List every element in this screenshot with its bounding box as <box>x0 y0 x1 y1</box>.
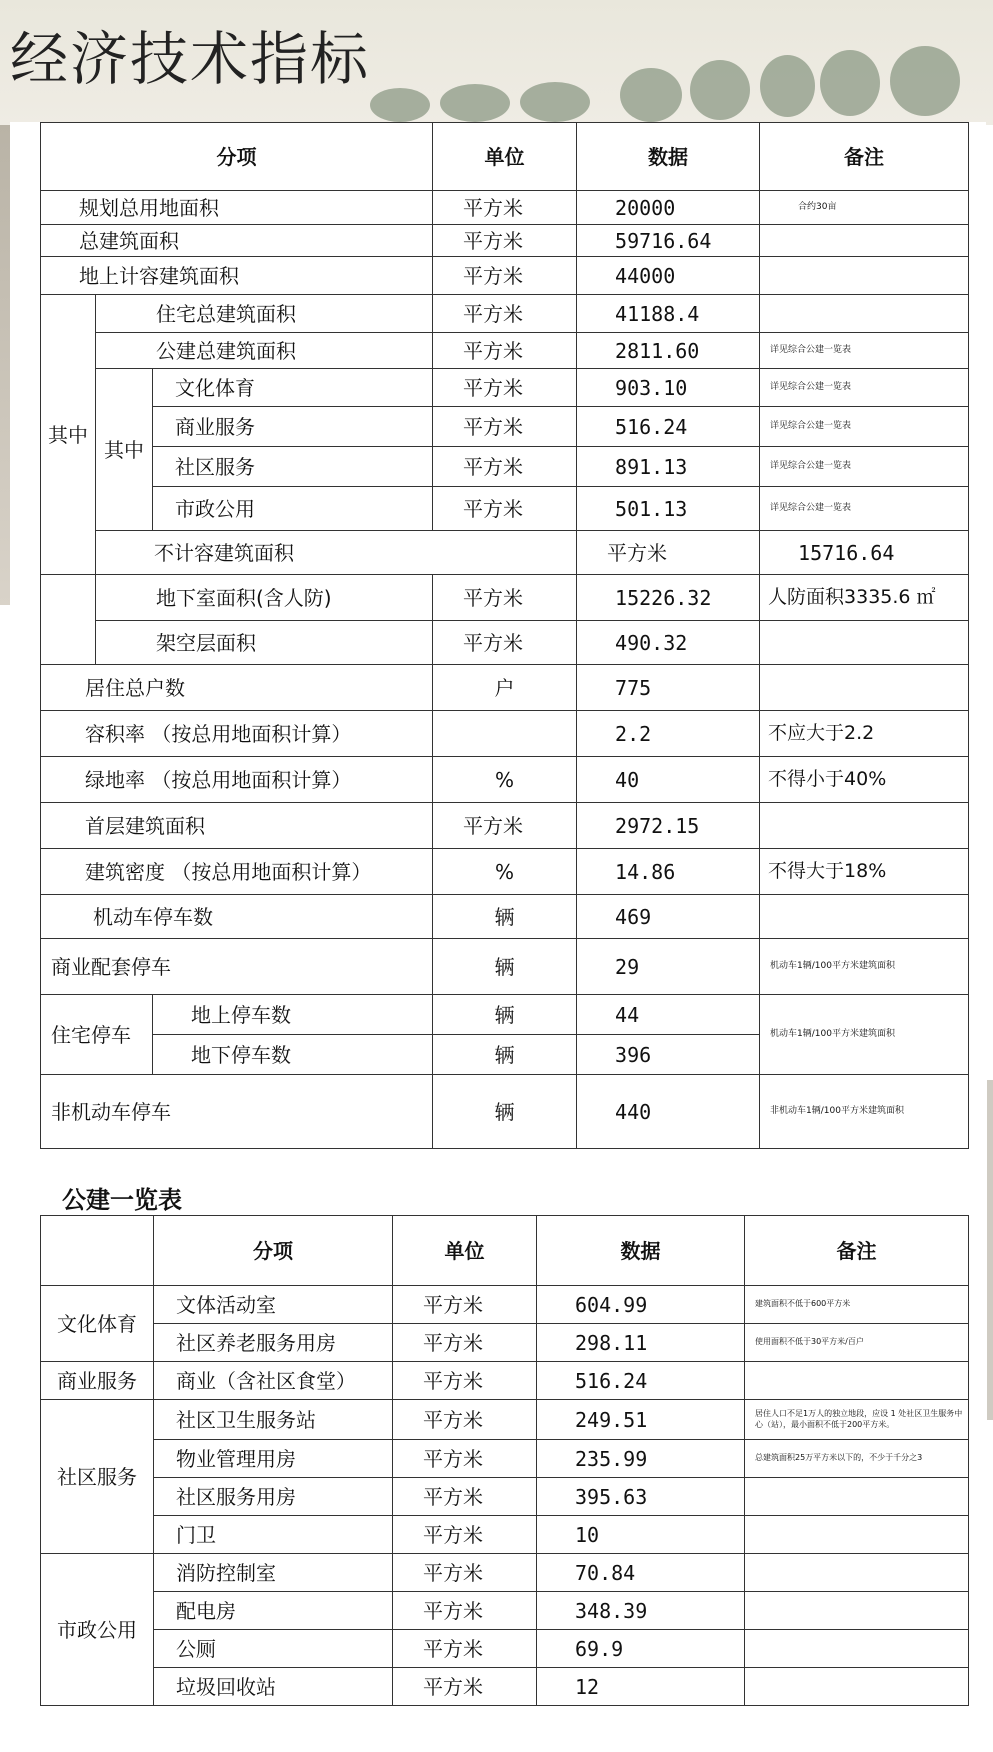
table-row <box>41 665 969 711</box>
row-unit: 辆 <box>433 1075 577 1149</box>
background-edge <box>987 1080 993 1420</box>
row-note <box>745 1554 969 1592</box>
row-label: 总建筑面积 <box>41 225 433 257</box>
header-item: 分项 <box>41 123 433 191</box>
row-unit: 平方米 <box>393 1478 537 1516</box>
row-unit: 平方米 <box>433 333 577 369</box>
header-note: 备注 <box>760 123 969 191</box>
row-value: 44000 <box>577 257 760 295</box>
table-row <box>41 295 969 333</box>
row-value: 490.32 <box>577 621 760 665</box>
row-label: 居住总户数 <box>41 665 433 711</box>
row-value: 44 <box>577 995 760 1035</box>
group-label: 商业服务 <box>41 1362 154 1400</box>
row-value: 29 <box>577 939 760 995</box>
row-note: 不应大于2.2 <box>760 711 969 757</box>
row-label: 社区卫生服务站 <box>154 1400 393 1440</box>
row-label: 地上停车数 <box>153 995 433 1035</box>
header-note: 备注 <box>745 1216 969 1286</box>
row-value: 396 <box>577 1035 760 1075</box>
row-unit: 平方米 <box>433 295 577 333</box>
table-header-row <box>41 123 969 191</box>
table-row <box>41 1478 969 1516</box>
row-label: 社区服务用房 <box>154 1478 393 1516</box>
row-unit: 平方米 <box>433 369 577 407</box>
row-value: 298.11 <box>537 1324 745 1362</box>
row-note <box>745 1668 969 1706</box>
table-row <box>41 849 969 895</box>
table-row <box>41 803 969 849</box>
row-value: 775 <box>577 665 760 711</box>
group-label-qizhong: 其中 <box>41 295 96 575</box>
table-row <box>41 1630 969 1668</box>
row-label: 文体活动室 <box>154 1286 393 1324</box>
row-unit: 辆 <box>433 1035 577 1075</box>
row-unit: 平方米 <box>393 1592 537 1630</box>
row-value: 891.13 <box>577 447 760 487</box>
row-label: 市政公用 <box>153 487 433 531</box>
row-unit: 平方米 <box>433 803 577 849</box>
table-row <box>41 1440 969 1478</box>
table-row <box>41 531 969 575</box>
table-row <box>41 575 969 621</box>
row-value: 41188.4 <box>577 295 760 333</box>
table-row <box>41 1324 969 1362</box>
row-unit: 平方米 <box>433 407 577 447</box>
row-unit: 平方米 <box>433 225 577 257</box>
row-value: 12 <box>537 1668 745 1706</box>
row-value: 10 <box>537 1516 745 1554</box>
row-unit: % <box>433 849 577 895</box>
row-unit: 平方米 <box>393 1668 537 1706</box>
row-label: 地上计容建筑面积 <box>41 257 433 295</box>
row-value: 516.24 <box>537 1362 745 1400</box>
row-unit: 户 <box>433 665 577 711</box>
row-unit: 辆 <box>433 995 577 1035</box>
row-note: 详见综合公建一览表 <box>760 407 969 447</box>
row-note <box>745 1592 969 1630</box>
row-unit: 平方米 <box>433 575 577 621</box>
row-value: 235.99 <box>537 1440 745 1478</box>
row-label: 住宅总建筑面积 <box>96 295 433 333</box>
row-note: 详见综合公建一览表 <box>760 369 969 407</box>
tree-shape <box>520 82 590 122</box>
tree-shape <box>890 46 960 116</box>
table-row <box>41 333 969 369</box>
row-unit: % <box>433 757 577 803</box>
row-unit: 平方米 <box>577 531 760 575</box>
row-label: 非机动车停车 <box>41 1075 433 1149</box>
header-value: 数据 <box>537 1216 745 1286</box>
row-label: 公建总建筑面积 <box>96 333 433 369</box>
row-value: 604.99 <box>537 1286 745 1324</box>
row-label: 配电房 <box>154 1592 393 1630</box>
row-unit: 平方米 <box>393 1516 537 1554</box>
row-value: 2.2 <box>577 711 760 757</box>
row-value: 501.13 <box>577 487 760 531</box>
row-value: 348.39 <box>537 1592 745 1630</box>
economic-indicators-table <box>40 122 969 1149</box>
table-row <box>41 1075 969 1149</box>
row-unit: 平方米 <box>393 1440 537 1478</box>
table-row <box>41 995 969 1035</box>
tree-shape <box>690 60 750 120</box>
row-note <box>760 225 969 257</box>
table-row <box>41 621 969 665</box>
row-value: 14.86 <box>577 849 760 895</box>
tree-shape <box>440 84 510 122</box>
page-title: 经济技术指标 <box>10 25 371 93</box>
row-note <box>745 1516 969 1554</box>
table-row <box>41 487 969 531</box>
table-row <box>41 1516 969 1554</box>
row-value: 516.24 <box>577 407 760 447</box>
table-row <box>41 225 969 257</box>
table-row <box>41 1362 969 1400</box>
row-unit: 平方米 <box>393 1630 537 1668</box>
row-value: 395.63 <box>537 1478 745 1516</box>
row-unit <box>433 711 577 757</box>
row-value: 440 <box>577 1075 760 1149</box>
row-value: 15226.32 <box>577 575 760 621</box>
row-value: 70.84 <box>537 1554 745 1592</box>
row-note: 不得小于40% <box>760 757 969 803</box>
row-note <box>745 1478 969 1516</box>
row-label: 不计容建筑面积 <box>96 531 577 575</box>
tree-shape <box>370 88 430 122</box>
table-row <box>41 407 969 447</box>
table-row <box>41 1400 969 1440</box>
row-note: 机动车1辆/100平方米建筑面积 <box>760 995 969 1075</box>
group-label: 社区服务 <box>41 1400 154 1554</box>
row-unit: 平方米 <box>393 1554 537 1592</box>
row-value: 69.9 <box>537 1630 745 1668</box>
table-row <box>41 711 969 757</box>
row-unit: 平方米 <box>433 621 577 665</box>
table-row <box>41 895 969 939</box>
table-row <box>41 1592 969 1630</box>
row-value: 15716.64 <box>760 531 969 575</box>
row-note <box>760 895 969 939</box>
row-value: 903.10 <box>577 369 760 407</box>
table-row <box>41 757 969 803</box>
row-label: 垃圾回收站 <box>154 1668 393 1706</box>
empty-cell <box>41 1216 154 1286</box>
table-row <box>41 191 969 225</box>
table-row <box>41 369 969 407</box>
group-label: 市政公用 <box>41 1554 154 1706</box>
row-label: 地下停车数 <box>153 1035 433 1075</box>
row-value: 469 <box>577 895 760 939</box>
group-label: 文化体育 <box>41 1286 154 1362</box>
row-label: 首层建筑面积 <box>41 803 433 849</box>
row-note: 详见综合公建一览表 <box>760 447 969 487</box>
row-note: 非机动车1辆/100平方米建筑面积 <box>760 1075 969 1149</box>
public-facilities-table <box>40 1215 969 1706</box>
row-label: 建筑密度 （按总用地面积计算） <box>41 849 433 895</box>
row-label: 物业管理用房 <box>154 1440 393 1478</box>
row-note: 详见综合公建一览表 <box>760 333 969 369</box>
row-label: 社区服务 <box>153 447 433 487</box>
table-row <box>41 1668 969 1706</box>
row-label: 商业配套停车 <box>41 939 433 995</box>
row-label: 规划总用地面积 <box>41 191 433 225</box>
tree-shape <box>820 50 880 116</box>
header-value: 数据 <box>577 123 760 191</box>
table-row <box>41 1286 969 1324</box>
background-edge <box>0 125 10 605</box>
table-header-row <box>41 1216 969 1286</box>
public-table-title: 公建一览表 <box>62 1186 182 1214</box>
row-note: 机动车1辆/100平方米建筑面积 <box>760 939 969 995</box>
row-note <box>760 621 969 665</box>
row-note <box>745 1362 969 1400</box>
row-note <box>760 803 969 849</box>
row-unit: 平方米 <box>433 447 577 487</box>
group-label-res-parking: 住宅停车 <box>41 995 153 1075</box>
row-label: 商业（含社区食堂） <box>154 1362 393 1400</box>
row-unit: 辆 <box>433 939 577 995</box>
row-note: 建筑面积不低于600平方米 <box>745 1286 969 1324</box>
row-note <box>760 665 969 711</box>
row-label: 架空层面积 <box>96 621 433 665</box>
row-note: 使用面积不低于30平方米/百户 <box>745 1324 969 1362</box>
table-row <box>41 447 969 487</box>
row-value: 2811.60 <box>577 333 760 369</box>
header-unit: 单位 <box>433 123 577 191</box>
row-label: 消防控制室 <box>154 1554 393 1592</box>
row-unit: 平方米 <box>393 1362 537 1400</box>
row-unit: 平方米 <box>433 191 577 225</box>
row-note: 合约30亩 <box>760 191 969 225</box>
row-unit: 平方米 <box>393 1324 537 1362</box>
row-label: 文化体育 <box>153 369 433 407</box>
row-label: 门卫 <box>154 1516 393 1554</box>
row-unit: 平方米 <box>393 1286 537 1324</box>
row-unit: 平方米 <box>433 487 577 531</box>
header-unit: 单位 <box>393 1216 537 1286</box>
table-row <box>41 1554 969 1592</box>
empty-cell <box>41 575 96 665</box>
row-unit: 平方米 <box>393 1400 537 1440</box>
row-note: 总建筑面积25万平方米以下的，不少于千分之3 <box>745 1440 969 1478</box>
row-value: 59716.64 <box>577 225 760 257</box>
row-note <box>745 1630 969 1668</box>
row-label: 公厕 <box>154 1630 393 1668</box>
row-value: 2972.15 <box>577 803 760 849</box>
row-value: 20000 <box>577 191 760 225</box>
tree-shape <box>620 68 682 122</box>
header-item: 分项 <box>154 1216 393 1286</box>
row-note <box>760 295 969 333</box>
row-label: 商业服务 <box>153 407 433 447</box>
row-value: 40 <box>577 757 760 803</box>
row-note: 居住人口不足1万人的独立地段，应设 1 处社区卫生服务中心（站），最小面积不低于200平方米。 <box>745 1400 969 1440</box>
row-note: 人防面积3335.6 ㎡ <box>760 575 969 621</box>
row-label: 绿地率 （按总用地面积计算） <box>41 757 433 803</box>
row-note <box>760 257 969 295</box>
row-label: 容积率 （按总用地面积计算） <box>41 711 433 757</box>
row-note: 详见综合公建一览表 <box>760 487 969 531</box>
row-note: 不得大于18% <box>760 849 969 895</box>
table-row <box>41 939 969 995</box>
table-row <box>41 257 969 295</box>
row-unit: 辆 <box>433 895 577 939</box>
row-unit: 平方米 <box>433 257 577 295</box>
tree-shape <box>760 55 815 117</box>
row-value: 249.51 <box>537 1400 745 1440</box>
group-label-qizhong-sub: 其中 <box>96 369 153 531</box>
row-label: 地下室面积(含人防) <box>96 575 433 621</box>
row-label: 机动车停车数 <box>41 895 433 939</box>
row-label: 社区养老服务用房 <box>154 1324 393 1362</box>
